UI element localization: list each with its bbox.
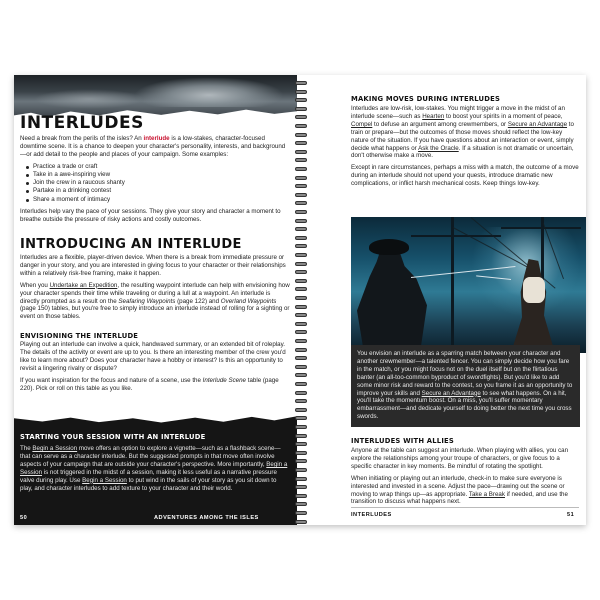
spiral-coil bbox=[295, 115, 307, 119]
text-run: to train or prepare—but the outcomes of those moves should reflect the low-key nature of the situation. If you have questions about an interaction or event, simply decide what happens or bbox=[351, 120, 574, 152]
interlude-keyword: interlude bbox=[143, 135, 170, 142]
move-link-ask-oracle[interactable]: Ask the Oracle bbox=[418, 144, 459, 152]
move-link-secure-advantage[interactable]: Secure an Advantage bbox=[421, 389, 481, 397]
sidebar-heading: STARTING YOUR SESSION WITH AN INTERLUDE bbox=[20, 433, 206, 441]
spiral-coil bbox=[295, 158, 307, 162]
pace-paragraph: Interludes help vary the pace of your sessions. They give your story and character a moment to breathe outside the pressure of risky actions and costly outcomes. bbox=[20, 207, 281, 223]
text-run: You envision an interlude as a sparring match between your character and another crewmember—a talented fencer. You can simply decide how you fare in the match, or you might focus not on the duel itself but on the flirtatious banter (an all-too-common byproduct of swordfights). But you'd like to add some minor risk and reward to the contest, so you frame it as an opportunity to improve your skills and bbox=[357, 350, 573, 397]
making-moves-paragraph-2: Except in rare circumstances, perhaps a miss with a match, the outcome of a move during an interlude should not upend your quests, introduce dramatic new complications, or inflict harsh mechanical costs. Keep things low-key. bbox=[351, 164, 579, 188]
spiral-coil bbox=[295, 416, 307, 420]
move-link-begin-session[interactable]: Begin a Session bbox=[20, 460, 288, 476]
text-run: to defuse an argument among crewmembers, or bbox=[372, 120, 508, 128]
pirate-duel-illustration bbox=[351, 217, 586, 353]
list-item: Join the crew in a raucous shanty bbox=[26, 179, 290, 187]
spiral-coil bbox=[295, 201, 307, 205]
spiral-coil bbox=[295, 305, 307, 309]
spiral-coil bbox=[295, 391, 307, 395]
list-item: Take in a awe-inspiring view bbox=[26, 171, 290, 179]
spiral-coil bbox=[295, 511, 307, 515]
spiral-coil bbox=[295, 262, 307, 266]
right-page bbox=[305, 75, 586, 525]
move-link-compel[interactable]: Compel bbox=[351, 120, 373, 128]
spiral-coil bbox=[295, 408, 307, 412]
spiral-coil bbox=[295, 365, 307, 369]
move-link-take-break[interactable]: Take a Break bbox=[468, 490, 505, 498]
spiral-coil bbox=[295, 81, 307, 85]
text-run: (page 150) tables, but you're free to simply introduce an interlude instead of rolling for a sighting or event on those tables. bbox=[20, 305, 290, 321]
table-ref: Overland Waypoints bbox=[220, 297, 277, 305]
sidebar-box bbox=[14, 413, 297, 525]
spiral-coil bbox=[295, 124, 307, 128]
introducing-paragraph-1: Interludes are a flexible, player-driven device. When there is a break from immediate pressure or danger in your story, and you are interested in giving focus to your character or their relationships within a relatively risk-free framing, make it happen. bbox=[20, 254, 286, 277]
spiral-coil bbox=[295, 330, 307, 334]
text-run: If you want inspiration for the focus and nature of a scene, use the bbox=[20, 376, 203, 384]
table-ref: Interlude Scene bbox=[202, 376, 246, 384]
move-link-hearten[interactable]: Hearten bbox=[422, 112, 445, 120]
text-run: table (page 220). Pick or roll on this table as you like. bbox=[20, 376, 279, 392]
spiral-coil bbox=[295, 373, 307, 377]
text-run: When you bbox=[20, 281, 50, 289]
left-page bbox=[14, 75, 297, 525]
list-item: Practice a trade or craft bbox=[26, 163, 290, 171]
text-run: . If a situation is not dramatic or uncertain, don't otherwise make a move. bbox=[351, 144, 574, 160]
spiral-coil bbox=[295, 176, 307, 180]
spiral-binding bbox=[295, 75, 307, 525]
spiral-coil bbox=[295, 279, 307, 283]
envisioning-block bbox=[20, 341, 290, 396]
table-ref: Seafaring Waypoints bbox=[118, 297, 176, 305]
spiral-coil bbox=[295, 244, 307, 248]
text-run: When initiating or playing out an interlude, check-in to make sure everyone is interested and invested in a scene. Adjust the pace—drawing out the scene or moving to wrap things up—as appropriate. bbox=[351, 474, 565, 498]
text-run: if needed, and use the transition to discuss what happens next. bbox=[351, 490, 568, 506]
text-run: move offers an option to explore a vignette—such as a flashback scene—that can serve as a character interlude. But the suggested prompts in that move often involve aspects of your campaign that are outside your character's perspective. More importantly, bbox=[20, 445, 281, 468]
intro-text-2: is a low-stakes, character-focused downtime scene. It is a chance to deepen your character's personality, interests, and background—or add detail to the people and places of your campaign. Some examples: bbox=[20, 135, 286, 158]
spiral-coil bbox=[295, 90, 307, 94]
page-number-right: 51 bbox=[567, 512, 575, 518]
spiral-coil bbox=[295, 219, 307, 223]
intro-block bbox=[20, 135, 290, 228]
spiral-coil bbox=[295, 227, 307, 231]
text-run: is not triggered in the midst of a session, making it less useful as a narrative pressure valve during play. Use bbox=[20, 468, 277, 484]
spiral-coil bbox=[295, 348, 307, 352]
spiral-coil bbox=[295, 520, 307, 524]
making-moves-block bbox=[351, 105, 579, 192]
move-link-secure-advantage[interactable]: Secure an Advantage bbox=[507, 120, 568, 128]
spiral-coil bbox=[295, 313, 307, 317]
spiral-coil bbox=[295, 167, 307, 171]
spiral-coil bbox=[295, 382, 307, 386]
spiral-coil bbox=[295, 356, 307, 360]
spiral-coil bbox=[295, 133, 307, 137]
spiral-coil bbox=[295, 98, 307, 102]
introducing-block bbox=[20, 254, 290, 325]
examples-list bbox=[26, 163, 290, 204]
allies-block bbox=[351, 447, 579, 510]
spiral-coil bbox=[295, 296, 307, 300]
intro-text-1: Need a break from the perils of the isles? An bbox=[20, 135, 144, 142]
section-heading-envisioning: ENVISIONING THE INTERLUDE bbox=[20, 332, 139, 340]
page-title: INTERLUDES bbox=[20, 113, 144, 133]
list-item: Share a moment of intimacy bbox=[26, 196, 290, 204]
text-run: to put wind in the sails of your story as you sit down to play, and character interludes to add texture to your character and their world. bbox=[20, 476, 277, 492]
text-run: The bbox=[20, 445, 33, 452]
spiral-coil bbox=[295, 107, 307, 111]
spiral-coil bbox=[295, 425, 307, 429]
spiral-coil bbox=[295, 494, 307, 498]
spiral-coil bbox=[295, 399, 307, 403]
spiral-coil bbox=[295, 459, 307, 463]
spiral-coil bbox=[295, 322, 307, 326]
caption-box bbox=[351, 345, 580, 427]
allies-paragraph-1: Anyone at the table can suggest an interlude. When playing with allies, you can explore the relationships among your troupe of characters, or give focus to a specific character in key moments. Be mindful of rotating the spotlight. bbox=[351, 447, 569, 470]
spiral-coil bbox=[295, 468, 307, 472]
text-run: (page 122) and bbox=[175, 297, 221, 305]
pirate-figure bbox=[357, 247, 427, 353]
spiral-coil bbox=[295, 150, 307, 154]
spiral-coil bbox=[295, 442, 307, 446]
spiral-coil bbox=[295, 434, 307, 438]
running-head-right: INTERLUDES bbox=[351, 512, 392, 518]
section-heading-making-moves: MAKING MOVES DURING INTERLUDES bbox=[351, 95, 501, 103]
spiral-coil bbox=[295, 270, 307, 274]
spiral-coil bbox=[295, 210, 307, 214]
spiral-coil bbox=[295, 451, 307, 455]
text-run: to boost your spirits in a moment of peace, bbox=[444, 112, 563, 120]
spiral-coil bbox=[295, 339, 307, 343]
move-link-begin-session[interactable]: Begin a Session bbox=[82, 476, 127, 484]
spiral-coil bbox=[295, 141, 307, 145]
book-spread bbox=[14, 75, 586, 525]
page-number-left: 50 bbox=[20, 515, 28, 521]
running-head-left: ADVENTURES AMONG THE ISLES bbox=[154, 515, 259, 521]
section-heading-allies: INTERLUDES WITH ALLIES bbox=[351, 437, 454, 445]
text-run: to see what happens. On a hit, you'll take the momentum boost. On a miss, you'll suffer momentary embarrassment—and dedicate yourself to doing better the next time you cross swords. bbox=[357, 389, 572, 421]
spiral-coil bbox=[295, 287, 307, 291]
spiral-coil bbox=[295, 193, 307, 197]
text-run: , the resulting waypoint interlude can help with envisioning how your character spends their time while traveling or during a lull at a waypoint. An interlude is directly prompted as a result on the bbox=[20, 281, 290, 305]
text-run: Interludes are low-risk, low-stakes. You might trigger a move in the midst of an interlude scene—such as bbox=[351, 105, 565, 120]
spiral-coil bbox=[295, 485, 307, 489]
spiral-coil bbox=[295, 253, 307, 257]
envisioning-paragraph-1: Playing out an interlude can involve a quick, handwaved summary, or an extended bit of roleplay. The details of the activity or event are up to you. Is there an interesting member of the crew you'd like to learn more about? Does your character have a hobby or interest? Is this an opportunity to revisit a lingering rivalry or dispute? bbox=[20, 341, 286, 372]
spiral-coil bbox=[295, 236, 307, 240]
spiral-coil bbox=[295, 477, 307, 481]
move-link-begin-session[interactable]: Begin a Session bbox=[32, 445, 78, 452]
move-link-undertake-expedition[interactable]: Undertake an Expedition bbox=[49, 281, 118, 289]
section-heading-introducing: INTRODUCING AN INTERLUDE bbox=[20, 237, 242, 252]
spiral-coil bbox=[295, 184, 307, 188]
list-item: Partake in a drinking contest bbox=[26, 187, 290, 195]
spiral-coil bbox=[295, 502, 307, 506]
